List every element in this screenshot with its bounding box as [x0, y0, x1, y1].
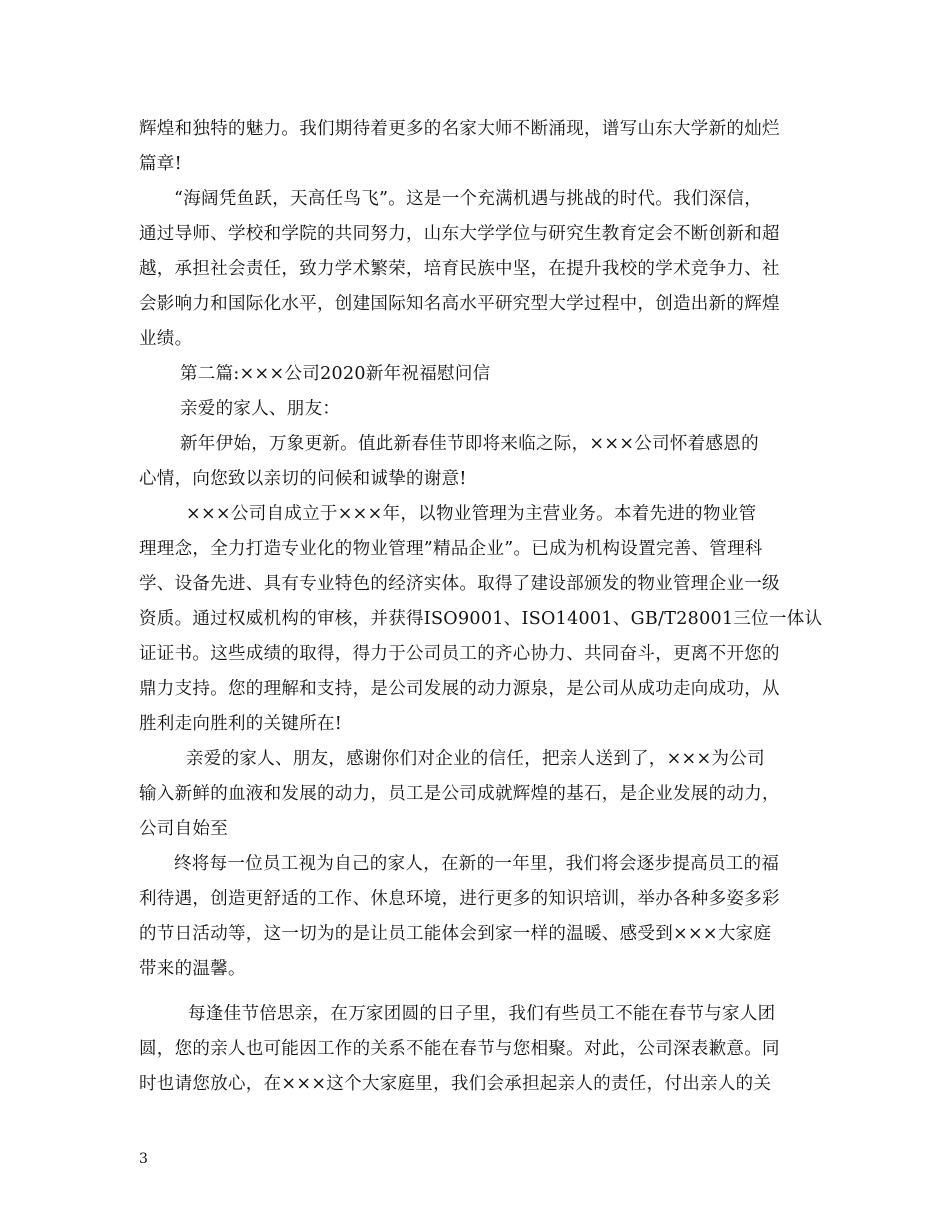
- text-line: 辉煌和独特的魅力。我们期待着更多的名家大师不断涌现，谱写山东大学新的灿烂: [139, 119, 780, 139]
- text-line: 的节日活动等，这一切为的是让员工能体会到家一样的温暖、感受到×××大家庭: [139, 924, 772, 944]
- text-line: 每逢佳节倍思亲，在万家团圆的日子里，我们有些员工不能在春节与家人团: [188, 1004, 776, 1024]
- text-line: 终将每一位员工视为自己的家人，在新的一年里，我们将会逐步提高员工的福: [174, 854, 780, 874]
- text-line: 资质。通过权威机构的审核，并获得ISO9001、ISO14001、GB/T28001三位一体认: [139, 609, 823, 629]
- text-line: ×××公司自成立于×××年，以物业管理为主营业务。本着先进的物业管: [186, 504, 757, 524]
- text-line: 学、设备先进、具有专业特色的经济实体。取得了建设部颁发的物业管理企业一级: [139, 574, 780, 594]
- text-line: 圆，您的亲人也可能因工作的关系不能在春节与您相聚。对此，公司深表歉意。同: [139, 1039, 780, 1059]
- text-line: 亲爱的家人、朋友，感谢你们对企业的信任，把亲人送到了，×××为公司: [186, 749, 765, 769]
- text-line: 时也请您放心，在×××这个大家庭里，我们会承担起亲人的责任，付出亲人的关: [139, 1074, 772, 1094]
- page-number: 3: [139, 1151, 148, 1167]
- salutation: 亲爱的家人、朋友：: [180, 399, 341, 419]
- text-line: 新年伊始，万象更新。值此新春佳节即将来临之际，×××公司怀着感恩的: [180, 434, 759, 454]
- text-line: 输入新鲜的血液和发展的动力，员工是公司成就辉煌的基石，是企业发展的动力，: [139, 784, 780, 804]
- text-line: 公司自始至: [139, 819, 228, 839]
- text-line: “海阔凭鱼跃，天高任鸟飞”。这是一个充满机遇与挑战的时代。我们深信，: [174, 189, 763, 209]
- text-line: 篇章!: [139, 154, 182, 174]
- text-line: 鼎力支持。您的理解和支持，是公司发展的动力源泉，是公司从成功走向成功，从: [139, 679, 780, 699]
- text-line: 理理念，全力打造专业化的物业管理”精品企业”。已成为机构设置完善、管理科: [139, 539, 763, 559]
- text-line: 通过导师、学校和学院的共同努力，山东大学学位与研究生教育定会不断创新和超: [139, 224, 780, 244]
- text-line: 胜利走向胜利的关键所在!: [139, 714, 343, 734]
- text-line: 带来的温馨。: [139, 959, 246, 979]
- text-line: 越，承担社会责任，致力学术繁荣，培育民族中坚，在提升我校的学术竞争力、社: [139, 259, 780, 279]
- section-heading: 第二篇:×××公司2020新年祝福慰问信: [180, 364, 491, 384]
- text-line: 证证书。这些成绩的取得，得力于公司员工的齐心协力、共同奋斗，更离不开您的: [139, 644, 780, 664]
- text-line: 业绩。: [139, 329, 193, 349]
- text-line: 会影响力和国际化水平，创建国际知名高水平研究型大学过程中，创造出新的辉煌: [139, 294, 780, 314]
- text-line: 利待遇，创造更舒适的工作、休息环境，进行更多的知识培训，举办各种多姿多彩: [139, 889, 780, 909]
- text-line: 心情，向您致以亲切的问候和诚挚的谢意!: [139, 469, 467, 489]
